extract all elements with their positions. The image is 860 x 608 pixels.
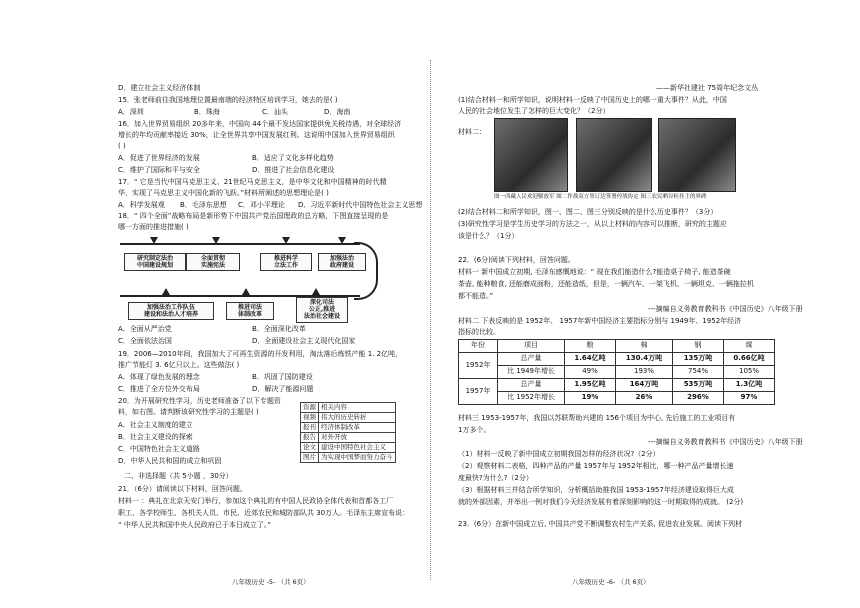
photo-figure-2 — [576, 118, 652, 192]
table-row: 图片 为实现中国梦而努力奋斗 — [301, 453, 396, 463]
page-footer-left: 八年级历史 -5- （共 6页） — [232, 578, 310, 586]
q15-option-d: D．海南 — [324, 108, 351, 116]
q16-option-d: D．推进了社会信息化建设 — [252, 166, 335, 174]
research-topics-table — [300, 402, 396, 463]
q16-option-c: C．维护了国际和平与安全 — [118, 166, 200, 174]
q16-stem-2: 增长的年均贡献率接近 30%，让全世界共享中国发展红利。这说明中国加入世界贸易组织 — [118, 131, 395, 139]
q21-sub1-line2: 人民的社会地位发生了怎样的巨大变化？（2分） — [458, 107, 610, 115]
table-row: 视频 伟大的历史转折 — [301, 413, 396, 423]
q22-sub3-line1: （3）根据材料三并结合所学知识，分析概括助推我国 1953-1957年经济建设取得巨大成 — [458, 486, 734, 494]
q19-option-c: C．推进了全方位外交布局 — [118, 385, 200, 393]
timeline-bottom-item-3: 深化司法 公正,推进 法治社会建设 — [296, 297, 348, 323]
timeline-top-item-4: 加强法治 政府建设 — [318, 253, 366, 271]
q19-option-d: D．解决了能源问题 — [252, 385, 314, 393]
q19-option-b: B．巩固了国防建设 — [252, 373, 313, 381]
table-row: 论文 建设中国特色社会主义 — [301, 443, 396, 453]
section-two-heading: 二、非选择题（共 5小题 ，30分） — [124, 472, 233, 480]
table-row: 1952年 总产量 1.64亿吨 130.4万吨 135万吨 0.66亿吨 — [459, 353, 775, 366]
right-page — [430, 0, 860, 608]
q18-option-a: A．全面从严治党 — [118, 325, 172, 333]
q18-stem-1: 18．“ 四个全面”战略布局是新形势下中国共产党治国理政的总方略，下图直接呈现的是 — [118, 212, 389, 220]
economic-indicators-table — [458, 339, 775, 405]
q22-sub2-line2: 度最快?为什么?（2分） — [458, 474, 533, 482]
q21-sub3-line1: (3)研究性学习是学生历史学习的方法之一，从以上材料的内容可以推断，研究的主题应 — [458, 220, 727, 228]
q22-sub1: （1）材料一反映了新中国成立初期我国怎样的经济状况?（2分） — [458, 450, 660, 458]
timeline-top-item-3: 推进科学 立法工作 — [260, 253, 312, 271]
q19-stem-1: 19．2006—2010年间，我国加大了可再生资源的开发利用，淘汰落后炼铁产能 1. 2亿吨， — [118, 350, 403, 358]
q18-option-d: D．全面建设社会主义现代化国家 — [252, 337, 356, 345]
q18-stem-2: 哪一方面的推进措施( ) — [118, 223, 189, 231]
table-row: 报告 对外开放 — [301, 433, 396, 443]
table-row: 比 1952年增长 19% 26% 296% 97% — [459, 392, 775, 405]
q20-option-d: D．中华人民共和国的成立和巩固 — [118, 457, 222, 465]
q22-sub2-line1: （2）观察材料二表格，四种产品的产量 1957年与 1952年相比，哪一种产品产量增长速 — [458, 462, 734, 470]
q20-stem-2: 料，如右图。请判断该研究性学习的主题是( ) — [118, 408, 259, 416]
q17-option-a: A．科学发展观 — [118, 201, 165, 209]
q17-option-d: D．习近平新时代中国特色社会主义思想 — [298, 201, 423, 209]
timeline-bottom-item-2: 推进司法 体制改革 — [226, 302, 274, 320]
q22-material3-source: ---摘编自义务教育教科书《中国历史》八年级下册 — [648, 438, 803, 446]
q23-stem: 23．(6分）在新中国成立后, 中国共产党不断调整农村生产关系, 促进农业发展。阅读下列材 — [458, 520, 742, 528]
q19-stem-2: 推广节能灯 3. 6亿只以上。这些做法( ) — [118, 361, 240, 369]
q16-option-b: B．适应了文化多样化趋势 — [252, 154, 334, 162]
material1-source: ——新华社建社 75周年纪念文丛 — [656, 84, 759, 92]
q14-option-d: D．建立社会主义经济体制 — [118, 84, 201, 92]
q16-option-a: A．促进了世界经济的发展 — [118, 154, 200, 162]
q17-option-c: C．邓小平理论 — [238, 201, 285, 209]
table-row: 资源 相关内容 — [301, 403, 396, 413]
q22-material2-line2: 指标的比较。 — [458, 328, 500, 336]
q22-material2-line1: 材料二 下表反映的是 1952年、 1957年新中国经济主要指标分别与 1949年、1952年经济 — [458, 317, 742, 325]
table-row: 年份 项目 粮 棉 钢 煤 — [459, 340, 775, 353]
q22-material3-line1: 材料三 1953-1957年，我国以苏联帮助兴建的 156个项目为中心, 先后施工的工业项目有 — [458, 414, 736, 422]
q15-option-a: A．深圳 — [118, 108, 144, 116]
q21-material1-line3: “ 中华人民共和国中央人民政府已于本日成立了。” — [118, 521, 271, 529]
q21-material1-line1: 材料一 ：典礼在北京天安门举行，参加这个典礼的有中国人民政协全体代表和首都各工厂 — [118, 497, 394, 505]
timeline-top-item-2: 全面贯彻 实施宪法 — [186, 253, 240, 271]
photo-figure-1 — [494, 118, 568, 192]
q17-stem-2: 华，实现了马克思主义中国化新的飞跃。”材料所阐述的思想理论是( ) — [118, 189, 329, 197]
page-footer-right: 八年级历史 -6- （共 6页） — [572, 578, 650, 586]
q18-option-c: C．全面依法治国 — [118, 337, 172, 345]
q22-sub3-line2: 就的外部因素，并举出一例对我们今天经济发展有着深刻影响的这一时期取得的成就。 (2分) — [458, 498, 744, 506]
q21-sub2: (2)结合材料二和所学知识，图一、图二、图三分别反映的是什么历史事件？（3分） — [458, 208, 718, 216]
q20-option-c: C．中国特色社会主义道路 — [118, 445, 200, 453]
q15-option-c: C．汕头 — [262, 108, 288, 116]
q22-material1-line1: 材料一 新中国成立初期, 毛泽东感慨地说：“ 现在我们能造什么?能造桌子椅子, 能造茶碗 — [458, 268, 731, 276]
q21-stem: 21．（6分）请阅读以下材料，回答问题。 — [118, 485, 247, 493]
q22-material3-line2: 1万多个。 — [458, 426, 491, 434]
q21-sub3-line2: 该是什么？（1分） — [458, 232, 519, 240]
photo-caption: 图一西藏人民欢迎解放军 图二作战双方签订达签署停战协定 图三农民晒谷粒挂主的界碑 — [494, 194, 707, 200]
q21-sub1-line1: (1)结合材料一和所学知识，说明材料一反映了中国历史上的哪一重大事件？从此，中国 — [458, 96, 727, 104]
timeline-bottom-item-1: 加强法治工作队伍 建设和法治人才培养 — [128, 302, 214, 320]
timeline-top-item-1: 研究制定法治 中国建设规划 — [124, 253, 186, 271]
q19-option-a: A．体现了绿色发展的理念 — [118, 373, 200, 381]
q16-stem-1: 16．加入世界贸易组织 20多年来，中国向 44个最不发达国家提供免关税待遇，对全球经济 — [118, 120, 402, 128]
table-row: 比 1949年增长 49% 193% 754% 105% — [459, 366, 775, 379]
q20-stem-1: 20．为开展研究性学习，历史老师准备了以下专题资 — [118, 397, 281, 405]
material2-label: 材料二： — [458, 128, 486, 136]
photo-figure-3 — [658, 118, 736, 192]
q22-material1-line2: 茶壶, 能种粮食, 还能磨成面粉，还能造纸，但是，一辆汽车、一架飞机、一辆坦克、一辆拖拉机 — [458, 280, 754, 288]
q20-option-b: B．社会主义建设的探索 — [118, 433, 193, 441]
table-row: 1957年 总产量 1.95亿吨 164万吨 535万吨 1.3亿吨 — [459, 379, 775, 392]
q15-option-b: B．珠海 — [194, 108, 220, 116]
q22-material1-line3: 都不能造。” — [458, 292, 494, 300]
table-row: 报刊 经济体制改革 — [301, 423, 396, 433]
q17-option-b: B．毛泽东思想 — [180, 201, 227, 209]
q16-stem-3: ( ) — [118, 142, 126, 150]
q22-stem: 22．(6分)阅读下列材料，回答问题。 — [458, 256, 575, 264]
q20-option-a: A．社会主义制度的建立 — [118, 421, 193, 429]
q17-stem-1: 17．“ 它是当代中国马克思主义、21世纪马克思主义，是中华文化和中国精神的时代精 — [118, 178, 387, 186]
q15-stem: 15．张老师前往我国地理位置最南端的经济特区培训学习，她去的是( ) — [118, 96, 338, 104]
q21-material1-line2: 职工、各学校师生、各机关人员、市民、近郊农民和城防部队共 30万人。毛泽东主席宣布说： — [118, 509, 410, 517]
q18-option-b: B．全面深化改革 — [252, 325, 306, 333]
q22-material1-source: ---摘编自义务教育教科书《中国历史》八年级下册 — [648, 305, 803, 313]
